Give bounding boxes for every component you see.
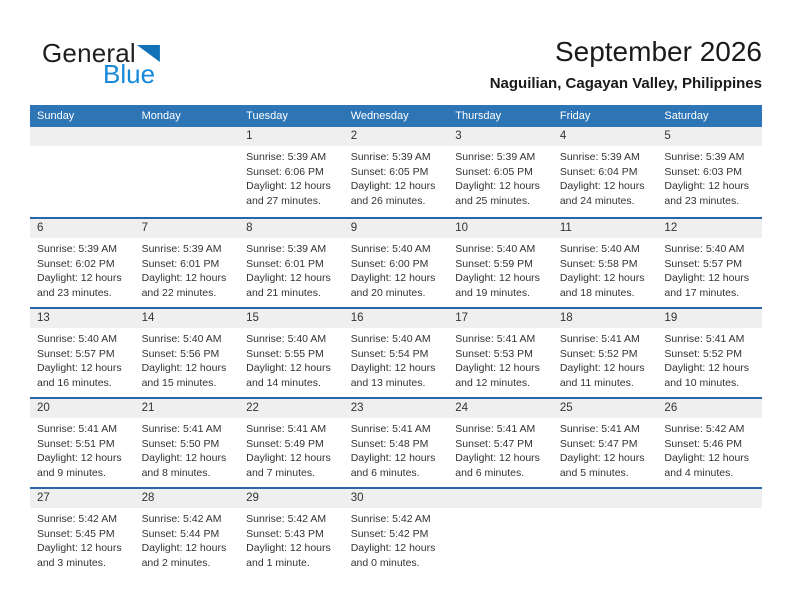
day-cell (344, 127, 449, 217)
daylight-text-line1: Daylight: 12 hours (455, 362, 540, 375)
daylight-text-line2: and 15 minutes. (141, 376, 217, 389)
sunset-text: Sunset: 5:49 PM (246, 437, 324, 450)
daylight-text-line2: and 2 minutes. (141, 556, 211, 569)
sunset-text: Sunset: 6:01 PM (246, 257, 324, 270)
day-cell (30, 219, 135, 307)
daylight-text-line2: and 16 minutes. (37, 376, 112, 389)
sunset-text: Sunset: 6:05 PM (455, 165, 533, 178)
day-number (448, 489, 553, 508)
daylight-text-line1: Daylight: 12 hours (559, 452, 645, 465)
sunrise-text: Sunrise: 5:40 AM (350, 333, 431, 345)
general-blue-logo (42, 38, 162, 90)
day-cell (344, 219, 449, 307)
daylight-text-line1: Daylight: 12 hours (455, 272, 540, 285)
sunset-text: Sunset: 6:05 PM (350, 165, 429, 178)
day-cell (30, 309, 135, 397)
day-number: 20 (30, 399, 135, 418)
sunrise-text: Sunrise: 5:40 AM (350, 243, 431, 255)
sunrise-text: Sunrise: 5:40 AM (141, 333, 222, 345)
sunset-text: Sunset: 5:53 PM (455, 347, 533, 360)
day-details (657, 508, 762, 512)
day-cell (30, 489, 135, 577)
day-cell (448, 489, 553, 577)
day-number: 13 (30, 309, 135, 328)
day-cell (135, 127, 240, 217)
sunrise-text: Sunrise: 5:41 AM (37, 423, 117, 435)
day-cell (239, 399, 344, 487)
day-cell (553, 219, 658, 307)
logo-text-general: General (42, 38, 136, 68)
daylight-text-line2: and 23 minutes. (664, 194, 740, 207)
day-cell (344, 399, 449, 487)
daylight-text-line2: and 12 minutes. (455, 376, 530, 389)
day-cell (448, 309, 553, 397)
sunset-text: Sunset: 5:46 PM (664, 437, 743, 450)
week-row (30, 307, 762, 397)
day-details (30, 238, 135, 300)
daylight-text-line2: and 22 minutes. (141, 286, 217, 299)
sunset-text: Sunset: 6:03 PM (664, 165, 743, 178)
daylight-text-line2: and 18 minutes. (559, 286, 635, 299)
day-number: 24 (448, 399, 553, 418)
daylight-text-line2: and 8 minutes. (141, 466, 211, 479)
day-details (448, 328, 553, 390)
weekday-header-row (30, 105, 762, 127)
sunrise-text: Sunrise: 5:42 AM (246, 513, 327, 525)
sunset-text: Sunset: 5:54 PM (350, 347, 429, 360)
day-cell (239, 127, 344, 217)
day-details (30, 418, 135, 480)
sunset-text: Sunset: 5:50 PM (141, 437, 220, 450)
day-number: 18 (553, 309, 658, 328)
daylight-text-line2: and 3 minutes. (37, 556, 106, 569)
day-number: 28 (135, 489, 240, 508)
day-number (553, 489, 658, 508)
daylight-text-line2: and 0 minutes. (350, 556, 420, 569)
daylight-text-line1: Daylight: 12 hours (350, 452, 436, 465)
day-header: Thursday (455, 110, 502, 122)
day-details (553, 238, 658, 300)
day-cell (448, 127, 553, 217)
daylight-text-line2: and 9 minutes. (37, 466, 106, 479)
daylight-text-line2: and 1 minute. (246, 556, 310, 569)
day-number: 14 (135, 309, 240, 328)
day-cell (239, 219, 344, 307)
sunrise-text: Sunrise: 5:41 AM (455, 333, 536, 345)
day-details (657, 418, 762, 480)
daylight-text-line2: and 24 minutes. (559, 194, 635, 207)
week-row (30, 127, 762, 217)
day-number: 10 (448, 219, 553, 238)
day-details (344, 238, 449, 300)
day-number: 12 (657, 219, 762, 238)
daylight-text-line2: and 5 minutes. (559, 466, 629, 479)
day-number: 8 (239, 219, 344, 238)
sunset-text: Sunset: 5:59 PM (455, 257, 533, 270)
sunrise-text: Sunrise: 5:40 AM (664, 243, 745, 255)
sunrise-text: Sunrise: 5:39 AM (559, 151, 640, 163)
day-cell (553, 127, 658, 217)
day-number: 29 (239, 489, 344, 508)
day-details (239, 328, 344, 390)
daylight-text-line2: and 10 minutes. (664, 376, 740, 389)
day-header: Sunday (37, 110, 75, 122)
day-number: 3 (448, 127, 553, 146)
sunset-text: Sunset: 5:48 PM (350, 437, 429, 450)
day-details (135, 328, 240, 390)
sunrise-text: Sunrise: 5:41 AM (246, 423, 327, 435)
sunrise-text: Sunrise: 5:39 AM (664, 151, 745, 163)
sunrise-text: Sunrise: 5:42 AM (664, 423, 745, 435)
day-cell (135, 309, 240, 397)
sunset-text: Sunset: 6:00 PM (350, 257, 429, 270)
day-details (30, 146, 135, 150)
day-cell (553, 489, 658, 577)
month-title: September 2026 (554, 36, 762, 67)
sunset-text: Sunset: 5:51 PM (37, 437, 115, 450)
logo-text-blue: Blue (103, 59, 156, 89)
daylight-text-line1: Daylight: 12 hours (37, 272, 122, 285)
daylight-text-line1: Daylight: 12 hours (350, 362, 436, 375)
daylight-text-line1: Daylight: 12 hours (141, 272, 227, 285)
daylight-text-line2: and 11 minutes. (559, 376, 634, 389)
day-header: Monday (141, 110, 181, 122)
daylight-text-line1: Daylight: 12 hours (664, 362, 750, 375)
daylight-text-line2: and 19 minutes. (455, 286, 530, 299)
day-header: Saturday (664, 110, 709, 122)
day-details (448, 418, 553, 480)
sunrise-text: Sunrise: 5:40 AM (37, 333, 117, 345)
sunrise-text: Sunrise: 5:42 AM (141, 513, 222, 525)
day-details (239, 146, 344, 208)
sunset-text: Sunset: 6:02 PM (37, 257, 115, 270)
sunset-text: Sunset: 5:52 PM (559, 347, 638, 360)
calendar-weeks (30, 127, 762, 577)
daylight-text-line1: Daylight: 12 hours (455, 452, 540, 465)
daylight-text-line1: Daylight: 12 hours (141, 542, 227, 555)
day-number (30, 127, 135, 146)
day-cell (135, 489, 240, 577)
sunset-text: Sunset: 5:42 PM (350, 527, 429, 540)
daylight-text-line2: and 4 minutes. (664, 466, 734, 479)
day-details (135, 508, 240, 570)
day-number: 27 (30, 489, 135, 508)
day-number: 9 (344, 219, 449, 238)
day-cell (553, 309, 658, 397)
day-details (344, 418, 449, 480)
sunrise-text: Sunrise: 5:40 AM (559, 243, 640, 255)
sunset-text: Sunset: 5:58 PM (559, 257, 638, 270)
daylight-text-line1: Daylight: 12 hours (664, 180, 750, 193)
day-details (30, 328, 135, 390)
day-details (448, 238, 553, 300)
day-details (239, 238, 344, 300)
daylight-text-line1: Daylight: 12 hours (141, 362, 227, 375)
day-number: 15 (239, 309, 344, 328)
day-details (657, 146, 762, 208)
daylight-text-line1: Daylight: 12 hours (455, 180, 540, 193)
sunrise-text: Sunrise: 5:41 AM (559, 423, 640, 435)
day-number: 26 (657, 399, 762, 418)
day-details (448, 508, 553, 512)
daylight-text-line2: and 17 minutes. (664, 286, 740, 299)
day-cell (239, 489, 344, 577)
day-details (448, 146, 553, 208)
day-details (553, 508, 658, 512)
day-number: 2 (344, 127, 449, 146)
sunrise-text: Sunrise: 5:39 AM (246, 151, 327, 163)
day-cell (30, 127, 135, 217)
day-details (239, 508, 344, 570)
sunrise-text: Sunrise: 5:39 AM (37, 243, 117, 255)
daylight-text-line1: Daylight: 12 hours (37, 542, 122, 555)
day-number: 19 (657, 309, 762, 328)
day-cell (448, 399, 553, 487)
sunrise-text: Sunrise: 5:42 AM (37, 513, 117, 525)
day-cell (135, 399, 240, 487)
day-header: Wednesday (350, 110, 409, 122)
daylight-text-line1: Daylight: 12 hours (350, 542, 436, 555)
day-cell (344, 309, 449, 397)
daylight-text-line1: Daylight: 12 hours (664, 452, 750, 465)
sunset-text: Sunset: 5:47 PM (455, 437, 533, 450)
day-cell (657, 219, 762, 307)
week-row (30, 487, 762, 577)
day-cell (553, 399, 658, 487)
sunset-text: Sunset: 5:45 PM (37, 527, 115, 540)
day-cell (657, 127, 762, 217)
location-subtitle: Naguilian, Cagayan Valley, Philippines (489, 75, 762, 92)
day-number: 22 (239, 399, 344, 418)
sunset-text: Sunset: 5:57 PM (664, 257, 743, 270)
day-details (135, 418, 240, 480)
day-details (657, 238, 762, 300)
day-number (135, 127, 240, 146)
daylight-text-line2: and 6 minutes. (455, 466, 525, 479)
daylight-text-line1: Daylight: 12 hours (559, 272, 645, 285)
day-number: 17 (448, 309, 553, 328)
sunrise-text: Sunrise: 5:41 AM (455, 423, 536, 435)
title-block (490, 36, 762, 92)
day-number: 6 (30, 219, 135, 238)
calendar-table (30, 105, 762, 577)
day-details (553, 418, 658, 480)
day-number: 1 (239, 127, 344, 146)
day-details (344, 146, 449, 208)
daylight-text-line1: Daylight: 12 hours (246, 362, 331, 375)
daylight-text-line2: and 23 minutes. (37, 286, 112, 299)
sunrise-text: Sunrise: 5:39 AM (246, 243, 327, 255)
day-details (135, 146, 240, 150)
daylight-text-line2: and 27 minutes. (246, 194, 321, 207)
daylight-text-line1: Daylight: 12 hours (37, 362, 122, 375)
day-number (657, 489, 762, 508)
day-number: 7 (135, 219, 240, 238)
daylight-text-line1: Daylight: 12 hours (246, 542, 331, 555)
day-number: 21 (135, 399, 240, 418)
sunset-text: Sunset: 5:56 PM (141, 347, 220, 360)
daylight-text-line1: Daylight: 12 hours (350, 272, 436, 285)
day-cell (239, 309, 344, 397)
daylight-text-line2: and 25 minutes. (455, 194, 530, 207)
day-number: 11 (553, 219, 658, 238)
day-details (344, 508, 449, 570)
day-cell (135, 219, 240, 307)
daylight-text-line1: Daylight: 12 hours (559, 180, 645, 193)
sunset-text: Sunset: 5:47 PM (559, 437, 638, 450)
week-row (30, 217, 762, 307)
daylight-text-line2: and 6 minutes. (350, 466, 420, 479)
daylight-text-line2: and 26 minutes. (350, 194, 426, 207)
sunset-text: Sunset: 6:06 PM (246, 165, 324, 178)
sunrise-text: Sunrise: 5:42 AM (350, 513, 431, 525)
sunset-text: Sunset: 6:04 PM (559, 165, 638, 178)
daylight-text-line1: Daylight: 12 hours (350, 180, 436, 193)
day-number: 4 (553, 127, 658, 146)
day-details (135, 238, 240, 300)
sunrise-text: Sunrise: 5:39 AM (455, 151, 536, 163)
daylight-text-line1: Daylight: 12 hours (141, 452, 227, 465)
day-number: 5 (657, 127, 762, 146)
sunrise-text: Sunrise: 5:41 AM (559, 333, 640, 345)
day-header: Tuesday (246, 110, 288, 122)
sunset-text: Sunset: 5:44 PM (141, 527, 220, 540)
daylight-text-line1: Daylight: 12 hours (559, 362, 645, 375)
sunrise-text: Sunrise: 5:40 AM (246, 333, 327, 345)
sunrise-text: Sunrise: 5:41 AM (350, 423, 431, 435)
daylight-text-line2: and 14 minutes. (246, 376, 321, 389)
daylight-text-line1: Daylight: 12 hours (246, 272, 331, 285)
sunset-text: Sunset: 5:43 PM (246, 527, 324, 540)
day-cell (344, 489, 449, 577)
day-cell (657, 309, 762, 397)
daylight-text-line2: and 7 minutes. (246, 466, 316, 479)
daylight-text-line2: and 20 minutes. (350, 286, 426, 299)
day-number: 16 (344, 309, 449, 328)
day-number: 30 (344, 489, 449, 508)
sunrise-text: Sunrise: 5:39 AM (350, 151, 431, 163)
daylight-text-line2: and 21 minutes. (246, 286, 321, 299)
daylight-text-line1: Daylight: 12 hours (664, 272, 750, 285)
daylight-text-line2: and 13 minutes. (350, 376, 426, 389)
day-details (657, 328, 762, 390)
sunset-text: Sunset: 6:01 PM (141, 257, 220, 270)
daylight-text-line1: Daylight: 12 hours (37, 452, 122, 465)
week-row (30, 397, 762, 487)
day-number: 23 (344, 399, 449, 418)
day-cell (657, 489, 762, 577)
sunset-text: Sunset: 5:57 PM (37, 347, 115, 360)
day-details (344, 328, 449, 390)
day-number: 25 (553, 399, 658, 418)
day-details (553, 328, 658, 390)
sunrise-text: Sunrise: 5:41 AM (664, 333, 745, 345)
sunrise-text: Sunrise: 5:41 AM (141, 423, 222, 435)
sunset-text: Sunset: 5:55 PM (246, 347, 324, 360)
day-details (239, 418, 344, 480)
day-header: Friday (559, 110, 591, 122)
day-details (30, 508, 135, 570)
day-cell (448, 219, 553, 307)
day-cell (30, 399, 135, 487)
daylight-text-line1: Daylight: 12 hours (246, 180, 331, 193)
day-cell (657, 399, 762, 487)
sunset-text: Sunset: 5:52 PM (664, 347, 743, 360)
sunrise-text: Sunrise: 5:39 AM (141, 243, 222, 255)
sunrise-text: Sunrise: 5:40 AM (455, 243, 536, 255)
daylight-text-line1: Daylight: 12 hours (246, 452, 331, 465)
day-details (553, 146, 658, 208)
